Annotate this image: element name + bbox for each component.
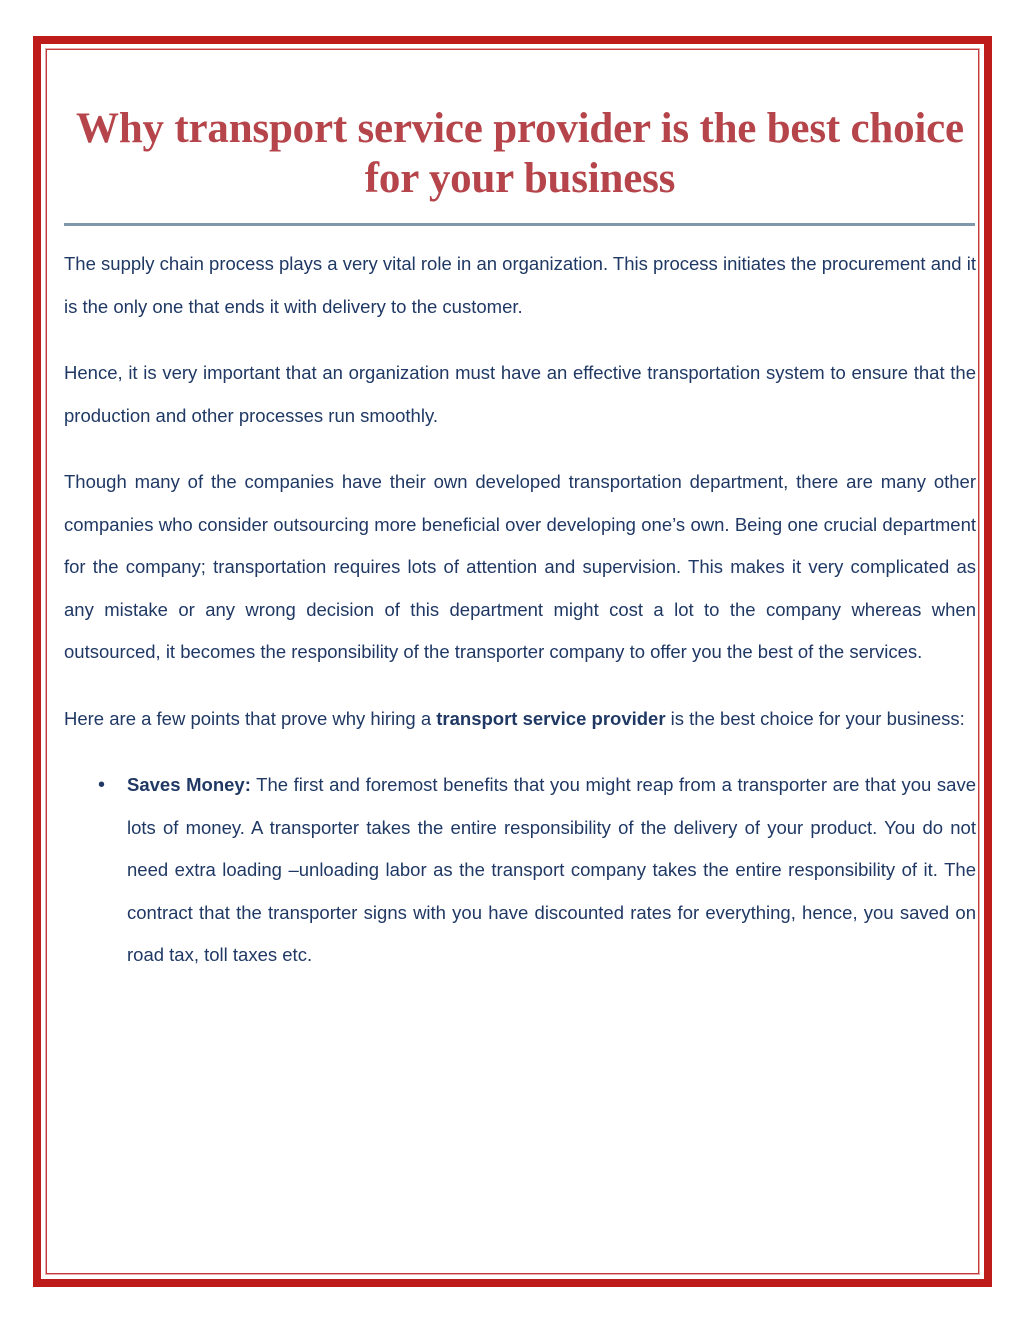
- bullet-body-text: The first and foremost benefits that you might reap from a transporter are that you save lots of money. A transporter takes the entire responsibility of the delivery of your product. You do not need extra loading –unloading labor as the transport company takes the entire responsibility of it. The contract that the transporter signs with you have discounted rates for everything, hence, you saved on road tax, toll taxes etc.: [127, 774, 976, 965]
- paragraph-1: The supply chain process plays a very vital role in an organization. This process initiates the procurement and it is the only one that ends it with delivery to the customer.: [64, 253, 976, 317]
- bullet-lead-bold: Saves Money:: [127, 774, 251, 795]
- paragraph-3: Though many of the companies have their own developed transportation department, there are many other companies who consider outsourcing more beneficial over developing one’s own. Being one crucial department for the company; transportation requires lots of attention and supervision. This makes it very complicated as any mistake or any wrong decision of this department might cost a lot to the company whereas when outsourced, it becomes the responsibility of the transporter company to offer you the best of the services.: [64, 471, 976, 662]
- paragraph-2: Hence, it is very important that an organization must have an effective transportation system to ensure that the production and other processes run smoothly.: [64, 362, 976, 426]
- document-content: [64, 104, 976, 977]
- bullet-list: [64, 764, 976, 977]
- list-item: [64, 764, 976, 977]
- lead-in-text-after: is the best choice for your business:: [665, 707, 965, 729]
- lead-in-text-before: Here are a few points that prove why hiring a: [64, 707, 437, 729]
- page-title: Why transport service provider is the best choice for your business: [76, 105, 964, 202]
- document-body: [64, 243, 976, 977]
- bullet-dot-icon: •: [98, 774, 106, 796]
- paragraph-4-lead-in: [64, 698, 976, 741]
- title-divider: [64, 223, 975, 226]
- lead-in-bold-phrase: transport service provider: [436, 707, 666, 729]
